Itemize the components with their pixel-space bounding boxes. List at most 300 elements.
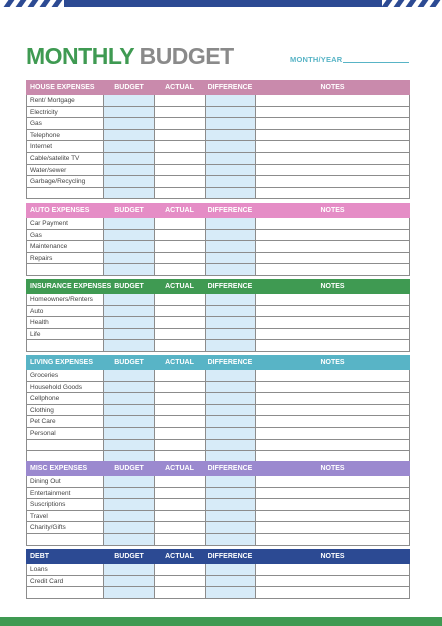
difference-cell[interactable] [205,393,206,404]
section-header [26,279,410,294]
row-end-border [409,370,410,381]
category-cell [26,340,27,351]
budget-cell[interactable] [103,153,104,164]
section-rows [26,218,410,276]
difference-cell[interactable] [205,564,206,575]
notes-cell[interactable] [255,499,256,510]
row-label: Health [30,319,49,327]
notes-cell[interactable] [255,306,256,317]
notes-cell[interactable] [255,522,256,533]
row-label: Travel [30,512,48,520]
difference-cell[interactable] [205,576,206,587]
difference-cell[interactable] [205,294,206,305]
row-label: Gas [30,120,42,128]
table-row [26,329,410,341]
row-end-border [409,317,410,328]
section-header [26,203,410,218]
table-row [26,511,410,523]
actual-cell[interactable] [154,118,155,129]
top-stripe-band [0,0,442,7]
title-word-monthly: MONTHLY [26,43,134,69]
row-end-border [409,428,410,439]
notes-cell[interactable] [255,218,256,229]
budget-cell[interactable] [103,95,104,106]
category-cell [26,141,27,152]
budget-cell[interactable] [103,176,104,187]
row-end-border [409,522,410,533]
row-label: Credit Card [30,577,64,585]
budget-cell[interactable] [103,564,104,575]
category-cell [26,382,27,393]
notes-cell[interactable] [255,370,256,381]
col-budget-header: BUDGET [114,84,144,91]
table-row [26,241,410,253]
section-rows [26,564,410,599]
row-end-border [409,564,410,575]
category-cell [26,370,27,381]
row-end-border [409,511,410,522]
notes-cell[interactable] [255,576,256,587]
col-notes-header: NOTES [320,359,345,366]
row-end-border [409,488,410,499]
notes-cell[interactable] [255,294,256,305]
difference-cell[interactable] [205,416,206,427]
category-cell [26,587,27,598]
section-auto [26,203,410,276]
difference-cell[interactable] [205,382,206,393]
category-cell [26,440,27,451]
notes-cell[interactable] [255,340,256,351]
section-house [26,80,410,199]
row-end-border [409,382,410,393]
budget-cell[interactable] [103,576,104,587]
notes-cell[interactable] [255,329,256,340]
actual-cell[interactable] [154,382,155,393]
budget-cell[interactable] [103,534,104,545]
section-header [26,461,410,476]
actual-cell[interactable] [154,264,155,275]
table-row [26,522,410,534]
notes-cell[interactable] [255,253,256,264]
category-cell [26,416,27,427]
notes-cell[interactable] [255,587,256,598]
actual-cell[interactable] [154,370,155,381]
actual-cell[interactable] [154,176,155,187]
notes-cell[interactable] [255,107,256,118]
actual-cell[interactable] [154,522,155,533]
col-actual-header: ACTUAL [165,283,194,290]
table-row [26,218,410,230]
actual-cell[interactable] [154,230,155,241]
actual-cell[interactable] [154,488,155,499]
col-difference-header: DIFFERENCE [207,84,253,91]
row-end-border [409,440,410,451]
notes-cell[interactable] [255,428,256,439]
difference-cell[interactable] [205,241,206,252]
section-header [26,355,410,370]
difference-cell[interactable] [205,329,206,340]
table-row [26,499,410,511]
row-end-border [409,534,410,545]
table-row [26,306,410,318]
col-notes-header: NOTES [320,84,345,91]
actual-cell[interactable] [154,340,155,351]
col-actual-header: ACTUAL [165,359,194,366]
difference-cell[interactable] [205,476,206,487]
month-year-input-line[interactable] [343,62,409,63]
table-row [26,416,410,428]
table-row [26,130,410,142]
row-end-border [409,118,410,129]
row-label: Car Payment [30,220,68,227]
col-actual-header: ACTUAL [165,207,194,214]
row-label: Telephone [30,131,60,139]
actual-cell[interactable] [154,141,155,152]
budget-cell[interactable] [103,218,104,229]
row-end-border [409,576,410,587]
budget-cell[interactable] [103,488,104,499]
row-end-border [409,264,410,275]
actual-cell[interactable] [154,294,155,305]
category-cell [26,218,27,229]
section-living [26,355,410,463]
page-title [26,43,234,70]
notes-cell[interactable] [255,405,256,416]
row-end-border [409,188,410,199]
month-year-label: MONTH/YEAR [290,55,343,64]
difference-cell[interactable] [205,405,206,416]
table-row [26,393,410,405]
category-cell [26,488,27,499]
section-title: DEBT [30,553,50,560]
notes-cell[interactable] [255,153,256,164]
budget-cell[interactable] [103,370,104,381]
actual-cell[interactable] [154,499,155,510]
actual-cell[interactable] [154,440,155,451]
row-label: Groceries [30,372,59,379]
budget-cell[interactable] [103,188,104,199]
difference-cell[interactable] [205,130,206,141]
col-difference-header: DIFFERENCE [207,359,253,366]
notes-cell[interactable] [255,534,256,545]
notes-cell[interactable] [255,476,256,487]
row-label: Gas [30,231,42,239]
budget-cell[interactable] [103,382,104,393]
budget-cell[interactable] [103,107,104,118]
notes-cell[interactable] [255,165,256,176]
actual-cell[interactable] [154,188,155,199]
col-difference-header: DIFFERENCE [207,553,253,560]
section-rows [26,476,410,546]
budget-cell[interactable] [103,440,104,451]
section-title: AUTO EXPENSES [30,207,90,214]
notes-cell[interactable] [255,95,256,106]
row-label: Homeowners/Renters [30,296,93,303]
col-difference-header: DIFFERENCE [207,283,253,290]
budget-cell[interactable] [103,587,104,598]
budget-cell[interactable] [103,141,104,152]
row-end-border [409,241,410,252]
category-cell [26,153,27,164]
row-end-border [409,141,410,152]
difference-cell[interactable] [205,522,206,533]
budget-cell[interactable] [103,306,104,317]
col-difference-header: DIFFERENCE [207,465,253,472]
budget-cell[interactable] [103,230,104,241]
row-label: Cellphone [30,395,60,403]
actual-cell[interactable] [154,241,155,252]
difference-cell[interactable] [205,264,206,275]
notes-cell[interactable] [255,130,256,141]
row-label: Rent/ Mortgage [30,97,75,104]
category-cell [26,317,27,328]
actual-cell[interactable] [154,587,155,598]
table-row [26,95,410,107]
category-cell [26,564,27,575]
notes-cell[interactable] [255,564,256,575]
notes-cell[interactable] [255,317,256,328]
row-end-border [409,230,410,241]
col-actual-header: ACTUAL [165,465,194,472]
section-insurance [26,279,410,352]
row-end-border [409,107,410,118]
actual-cell[interactable] [154,416,155,427]
difference-cell[interactable] [205,534,206,545]
difference-cell[interactable] [205,587,206,598]
row-end-border [409,393,410,404]
row-label: Dining Out [30,478,61,485]
budget-cell[interactable] [103,476,104,487]
category-cell [26,188,27,199]
difference-cell[interactable] [205,165,206,176]
table-row [26,340,410,352]
notes-cell[interactable] [255,241,256,252]
difference-cell[interactable] [205,153,206,164]
row-end-border [409,130,410,141]
category-cell [26,476,27,487]
actual-cell[interactable] [154,393,155,404]
notes-cell[interactable] [255,440,256,451]
col-budget-header: BUDGET [114,359,144,366]
category-cell [26,393,27,404]
difference-cell[interactable] [205,340,206,351]
row-label: Life [30,330,41,338]
actual-cell[interactable] [154,564,155,575]
actual-cell[interactable] [154,153,155,164]
row-end-border [409,165,410,176]
row-end-border [409,153,410,164]
category-cell [26,230,27,241]
budget-cell[interactable] [103,393,104,404]
difference-cell[interactable] [205,499,206,510]
section-rows [26,294,410,352]
row-label: Repairs [30,254,53,262]
category-cell [26,294,27,305]
difference-cell[interactable] [205,188,206,199]
category-cell [26,264,27,275]
notes-cell[interactable] [255,393,256,404]
notes-cell[interactable] [255,118,256,129]
row-end-border [409,329,410,340]
row-end-border [409,253,410,264]
table-row [26,188,410,200]
difference-cell[interactable] [205,317,206,328]
category-cell [26,511,27,522]
col-difference-header: DIFFERENCE [207,207,253,214]
actual-cell[interactable] [154,165,155,176]
category-cell [26,499,27,510]
row-label: Electricity [30,108,58,116]
notes-cell[interactable] [255,488,256,499]
section-title: LIVING EXPENSES [30,359,94,366]
table-row [26,107,410,119]
category-cell [26,522,27,533]
notes-cell[interactable] [255,382,256,393]
difference-cell[interactable] [205,107,206,118]
difference-cell[interactable] [205,428,206,439]
difference-cell[interactable] [205,370,206,381]
category-cell [26,165,27,176]
actual-cell[interactable] [154,95,155,106]
table-row [26,428,410,440]
actual-cell[interactable] [154,329,155,340]
row-label: Personal [30,429,56,437]
table-row [26,141,410,153]
budget-cell[interactable] [103,241,104,252]
notes-cell[interactable] [255,511,256,522]
budget-cell[interactable] [103,340,104,351]
row-end-border [409,306,410,317]
title-word-budget: BUDGET [139,43,234,69]
table-row [26,440,410,452]
notes-cell[interactable] [255,416,256,427]
col-budget-header: BUDGET [114,553,144,560]
table-row [26,488,410,500]
budget-cell[interactable] [103,317,104,328]
difference-cell[interactable] [205,141,206,152]
actual-cell[interactable] [154,317,155,328]
col-budget-header: BUDGET [114,207,144,214]
category-cell [26,428,27,439]
section-header [26,80,410,95]
row-end-border [409,476,410,487]
notes-cell[interactable] [255,264,256,275]
row-label: Internet [30,143,53,151]
budget-cell[interactable] [103,329,104,340]
budget-cell[interactable] [103,405,104,416]
col-budget-header: BUDGET [114,465,144,472]
bottom-green-band [0,617,442,626]
actual-cell[interactable] [154,306,155,317]
row-label: Charity/Gifts [30,524,66,532]
col-actual-header: ACTUAL [165,84,194,91]
actual-cell[interactable] [154,576,155,587]
table-row [26,317,410,329]
budget-cell[interactable] [103,294,104,305]
difference-cell[interactable] [205,218,206,229]
actual-cell[interactable] [154,218,155,229]
actual-cell[interactable] [154,253,155,264]
difference-cell[interactable] [205,95,206,106]
difference-cell[interactable] [205,511,206,522]
actual-cell[interactable] [154,107,155,118]
category-cell [26,253,27,264]
section-debt [26,549,410,599]
category-cell [26,107,27,118]
category-cell [26,95,27,106]
actual-cell[interactable] [154,476,155,487]
row-end-border [409,218,410,229]
budget-cell[interactable] [103,416,104,427]
actual-cell[interactable] [154,534,155,545]
actual-cell[interactable] [154,130,155,141]
notes-cell[interactable] [255,176,256,187]
difference-cell[interactable] [205,176,206,187]
table-row [26,564,410,576]
difference-cell[interactable] [205,306,206,317]
budget-cell[interactable] [103,511,104,522]
difference-cell[interactable] [205,118,206,129]
actual-cell[interactable] [154,405,155,416]
category-cell [26,576,27,587]
budget-cell[interactable] [103,165,104,176]
category-cell [26,118,27,129]
row-label: Cable/satelite TV [30,154,80,162]
difference-cell[interactable] [205,253,206,264]
category-cell [26,329,27,340]
row-label: Maintenance [30,243,68,251]
table-row [26,405,410,417]
category-cell [26,130,27,141]
budget-cell[interactable] [103,264,104,275]
notes-cell[interactable] [255,141,256,152]
section-header [26,549,410,564]
col-actual-header: ACTUAL [165,553,194,560]
table-row [26,576,410,588]
budget-cell[interactable] [103,499,104,510]
budget-cell[interactable] [103,130,104,141]
table-row [26,370,410,382]
category-cell [26,405,27,416]
notes-cell[interactable] [255,188,256,199]
section-title: INSURANCE EXPENSES [30,283,112,290]
row-end-border [409,176,410,187]
budget-cell[interactable] [103,253,104,264]
budget-cell[interactable] [103,522,104,533]
difference-cell[interactable] [205,230,206,241]
row-end-border [409,294,410,305]
category-cell [26,306,27,317]
difference-cell[interactable] [205,488,206,499]
actual-cell[interactable] [154,428,155,439]
actual-cell[interactable] [154,511,155,522]
row-end-border [409,405,410,416]
budget-cell[interactable] [103,118,104,129]
notes-cell[interactable] [255,230,256,241]
table-row [26,587,410,599]
row-end-border [409,416,410,427]
budget-cell[interactable] [103,428,104,439]
row-end-border [409,587,410,598]
col-notes-header: NOTES [320,553,345,560]
difference-cell[interactable] [205,440,206,451]
table-row [26,165,410,177]
col-notes-header: NOTES [320,465,345,472]
section-rows [26,95,410,199]
row-label: Household Goods [30,383,83,391]
col-budget-header: BUDGET [114,283,144,290]
row-end-border [409,340,410,351]
